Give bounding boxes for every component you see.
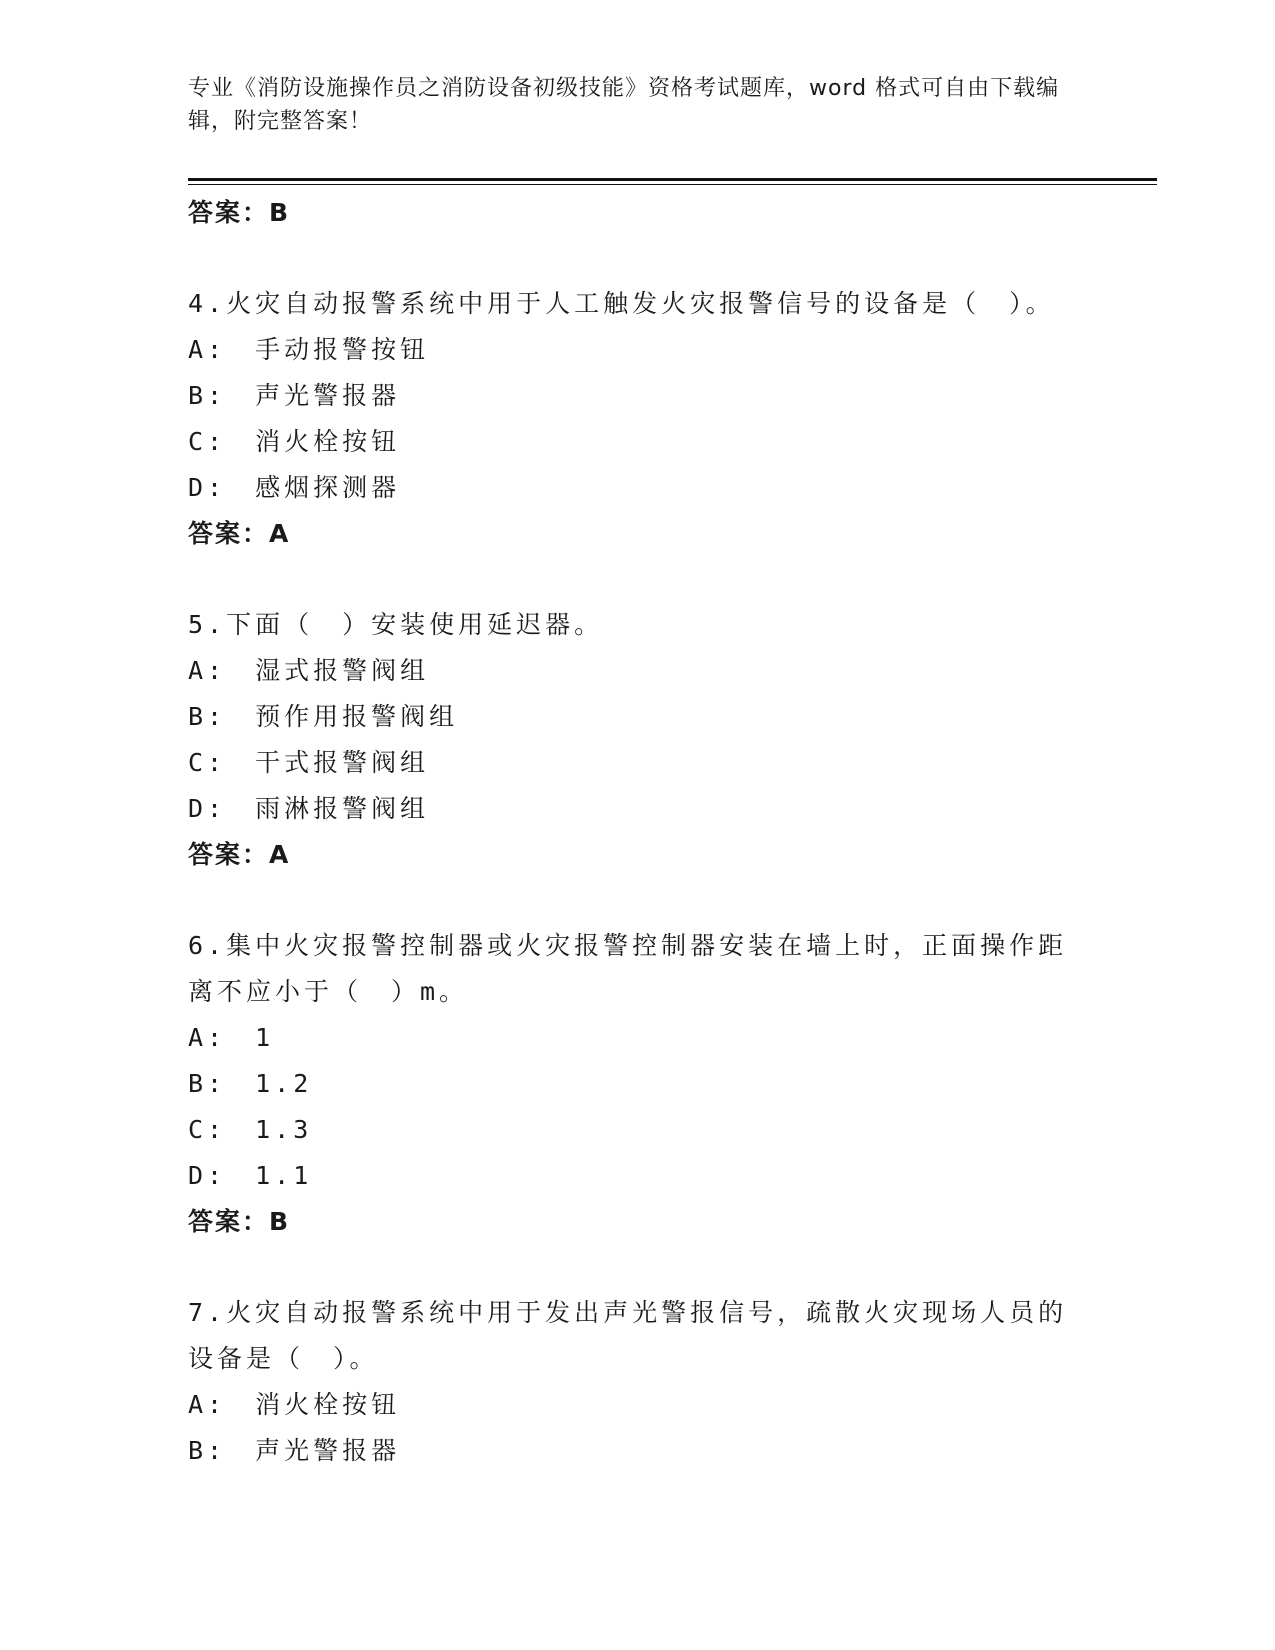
leading-answer: 答案：B	[188, 198, 291, 227]
header-divider-thick	[188, 178, 1157, 181]
document-header: 专业《消防设施操作员之消防设备初级技能》资格考试题库，word 格式可自由下载编辑，附完整答案！	[188, 76, 1060, 134]
question-7	[188, 1290, 1088, 1474]
option-b: B: 预作用报警阀组	[188, 702, 459, 731]
option-d: D: 感烟探测器	[188, 473, 401, 502]
header-divider-thin	[188, 184, 1157, 185]
answer-line: 答案：A	[188, 519, 291, 548]
question-text: 5.下面（ ）安装使用延迟器。	[188, 610, 604, 639]
question-4	[188, 281, 1088, 557]
question-text: 6.集中火灾报警控制器或火灾报警控制器安装在墙上时，正面操作距离不应小于（ ）m。	[188, 931, 1068, 1006]
option-b: B: 声光警报器	[188, 381, 401, 410]
answer-line: 答案：A	[188, 840, 291, 869]
option-c: C: 干式报警阀组	[188, 748, 430, 777]
question-text: 4.火灾自动报警系统中用于人工触发火灾报警信号的设备是（ ）。	[188, 289, 1055, 318]
option-d: D: 1.1	[188, 1161, 313, 1190]
option-b: B: 声光警报器	[188, 1436, 401, 1465]
option-a: A: 1	[188, 1023, 275, 1052]
option-d: D: 雨淋报警阀组	[188, 794, 430, 823]
question-text: 7.火灾自动报警系统中用于发出声光警报信号，疏散火灾现场人员的设备是（ ）。	[188, 1298, 1068, 1373]
option-a: A: 湿式报警阀组	[188, 656, 430, 685]
option-a: A: 手动报警按钮	[188, 335, 430, 364]
option-c: C: 1.3	[188, 1115, 313, 1144]
option-b: B: 1.2	[188, 1069, 313, 1098]
answer-line: 答案：B	[188, 1207, 291, 1236]
option-a: A: 消火栓按钮	[188, 1390, 401, 1419]
question-5	[188, 602, 1088, 878]
option-c: C: 消火栓按钮	[188, 427, 401, 456]
question-list	[188, 190, 1088, 1474]
question-6	[188, 923, 1088, 1245]
